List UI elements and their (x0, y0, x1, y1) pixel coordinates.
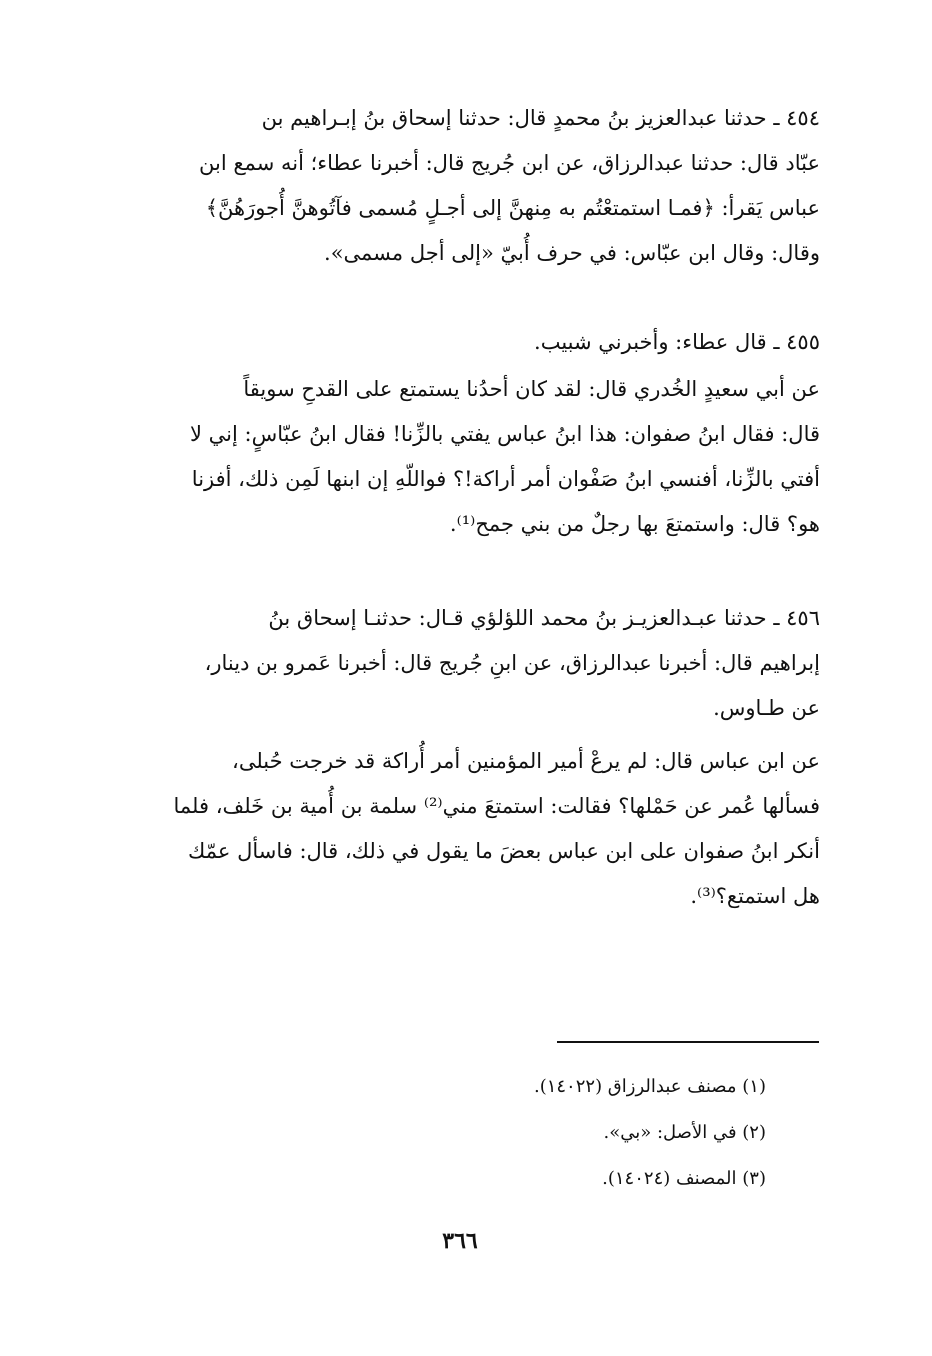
text-line: عباس يَقرأ: ﴿فمـا استمتعْتُم به مِنهنَّ إلى أجـلٍ مُسمى فآتُوهنَّ أُجورَهُنَّ﴾ (205, 196, 820, 220)
hadith-456-body (120, 739, 820, 919)
text-line: ٤٥٤ ـ حدثنا عبدالعزيز بنُ محمدٍ قال: حدثنا إسحاق بنُ إبـراهيم بن (261, 106, 820, 130)
text-line: ٤٥٥ ـ قال عطاء: وأخبرني شبيب. (534, 330, 820, 354)
footnote-1: (١) مصنف عبدالرزاق (١٤٠٢٢). (533, 1076, 766, 1097)
hadith-455-body (120, 367, 820, 547)
text-line: قال: فقال ابنُ صفوان: هذا ابنُ عباس يفتي بالزِّنا! فقال ابنُ عبّاسٍ: إني لا (190, 422, 820, 446)
text-line: أفتي بالزِّنا، أفنسي ابنُ صَفْوان أمر أراكة!؟ فواللّهِ إن ابنها لَمِن ذلك، أفزنا (191, 467, 820, 491)
page-number: ٣٦٦ (442, 1228, 478, 1254)
text-line: عبّاد قال: حدثنا عبدالرزاق، عن ابن جُريج قال: أخبرنا عطاء؛ أنه سمع ابن (199, 151, 820, 175)
text-line: عن طـاوس. (713, 696, 820, 720)
text-line: أنكر ابنُ صفوان على ابن عباس بعضَ ما يقول في ذلك، قال: فاسأل عمّك (188, 839, 820, 863)
footnote-2: (٢) في الأصل: «بي». (603, 1122, 766, 1143)
footnote-divider (557, 1041, 819, 1043)
text-line: عن ابن عباس قال: لم يرعْ أمير المؤمنين أمر أُراكة قد خرجت حُبلى، (232, 749, 820, 773)
text-line: هل استمتع؟⁽³⁾. (690, 884, 820, 908)
text-line: فسألها عُمر عن حَمْلها؟ فقالت: استمتعَ مني⁽²⁾ سلمة بن أُمية بن خَلف، فلما (173, 794, 820, 818)
text-line: هو؟ قال: واستمتعَ بها رجلٌ من بني جمح⁽¹⁾. (449, 512, 820, 536)
hadith-456 (120, 596, 820, 731)
hadith-455 (120, 320, 820, 365)
text-line: ٤٥٦ ـ حدثنا عبـدالعزيـز بنُ محمد اللؤلؤي قـال: حدثنـا إسحاق بنُ (268, 606, 820, 630)
text-line: إبراهيم قال: أخبرنا عبدالرزاق، عن ابنِ جُريج قال: أخبرنا عَمرو بن دينار، (204, 651, 820, 675)
text-line: عن أبي سعيدٍ الخُدري قال: لقد كان أحدُنا يستمتع على القدحِ سويقاً (243, 377, 820, 401)
footnote-3: (٣) المصنف (١٤٠٢٤). (602, 1168, 766, 1189)
text-line: وقال: وقال ابن عبّاس: في حرف أُبيّ «إلى أجل مسمى». (324, 241, 820, 265)
hadith-454 (120, 96, 820, 276)
footnotes (300, 1064, 766, 1202)
